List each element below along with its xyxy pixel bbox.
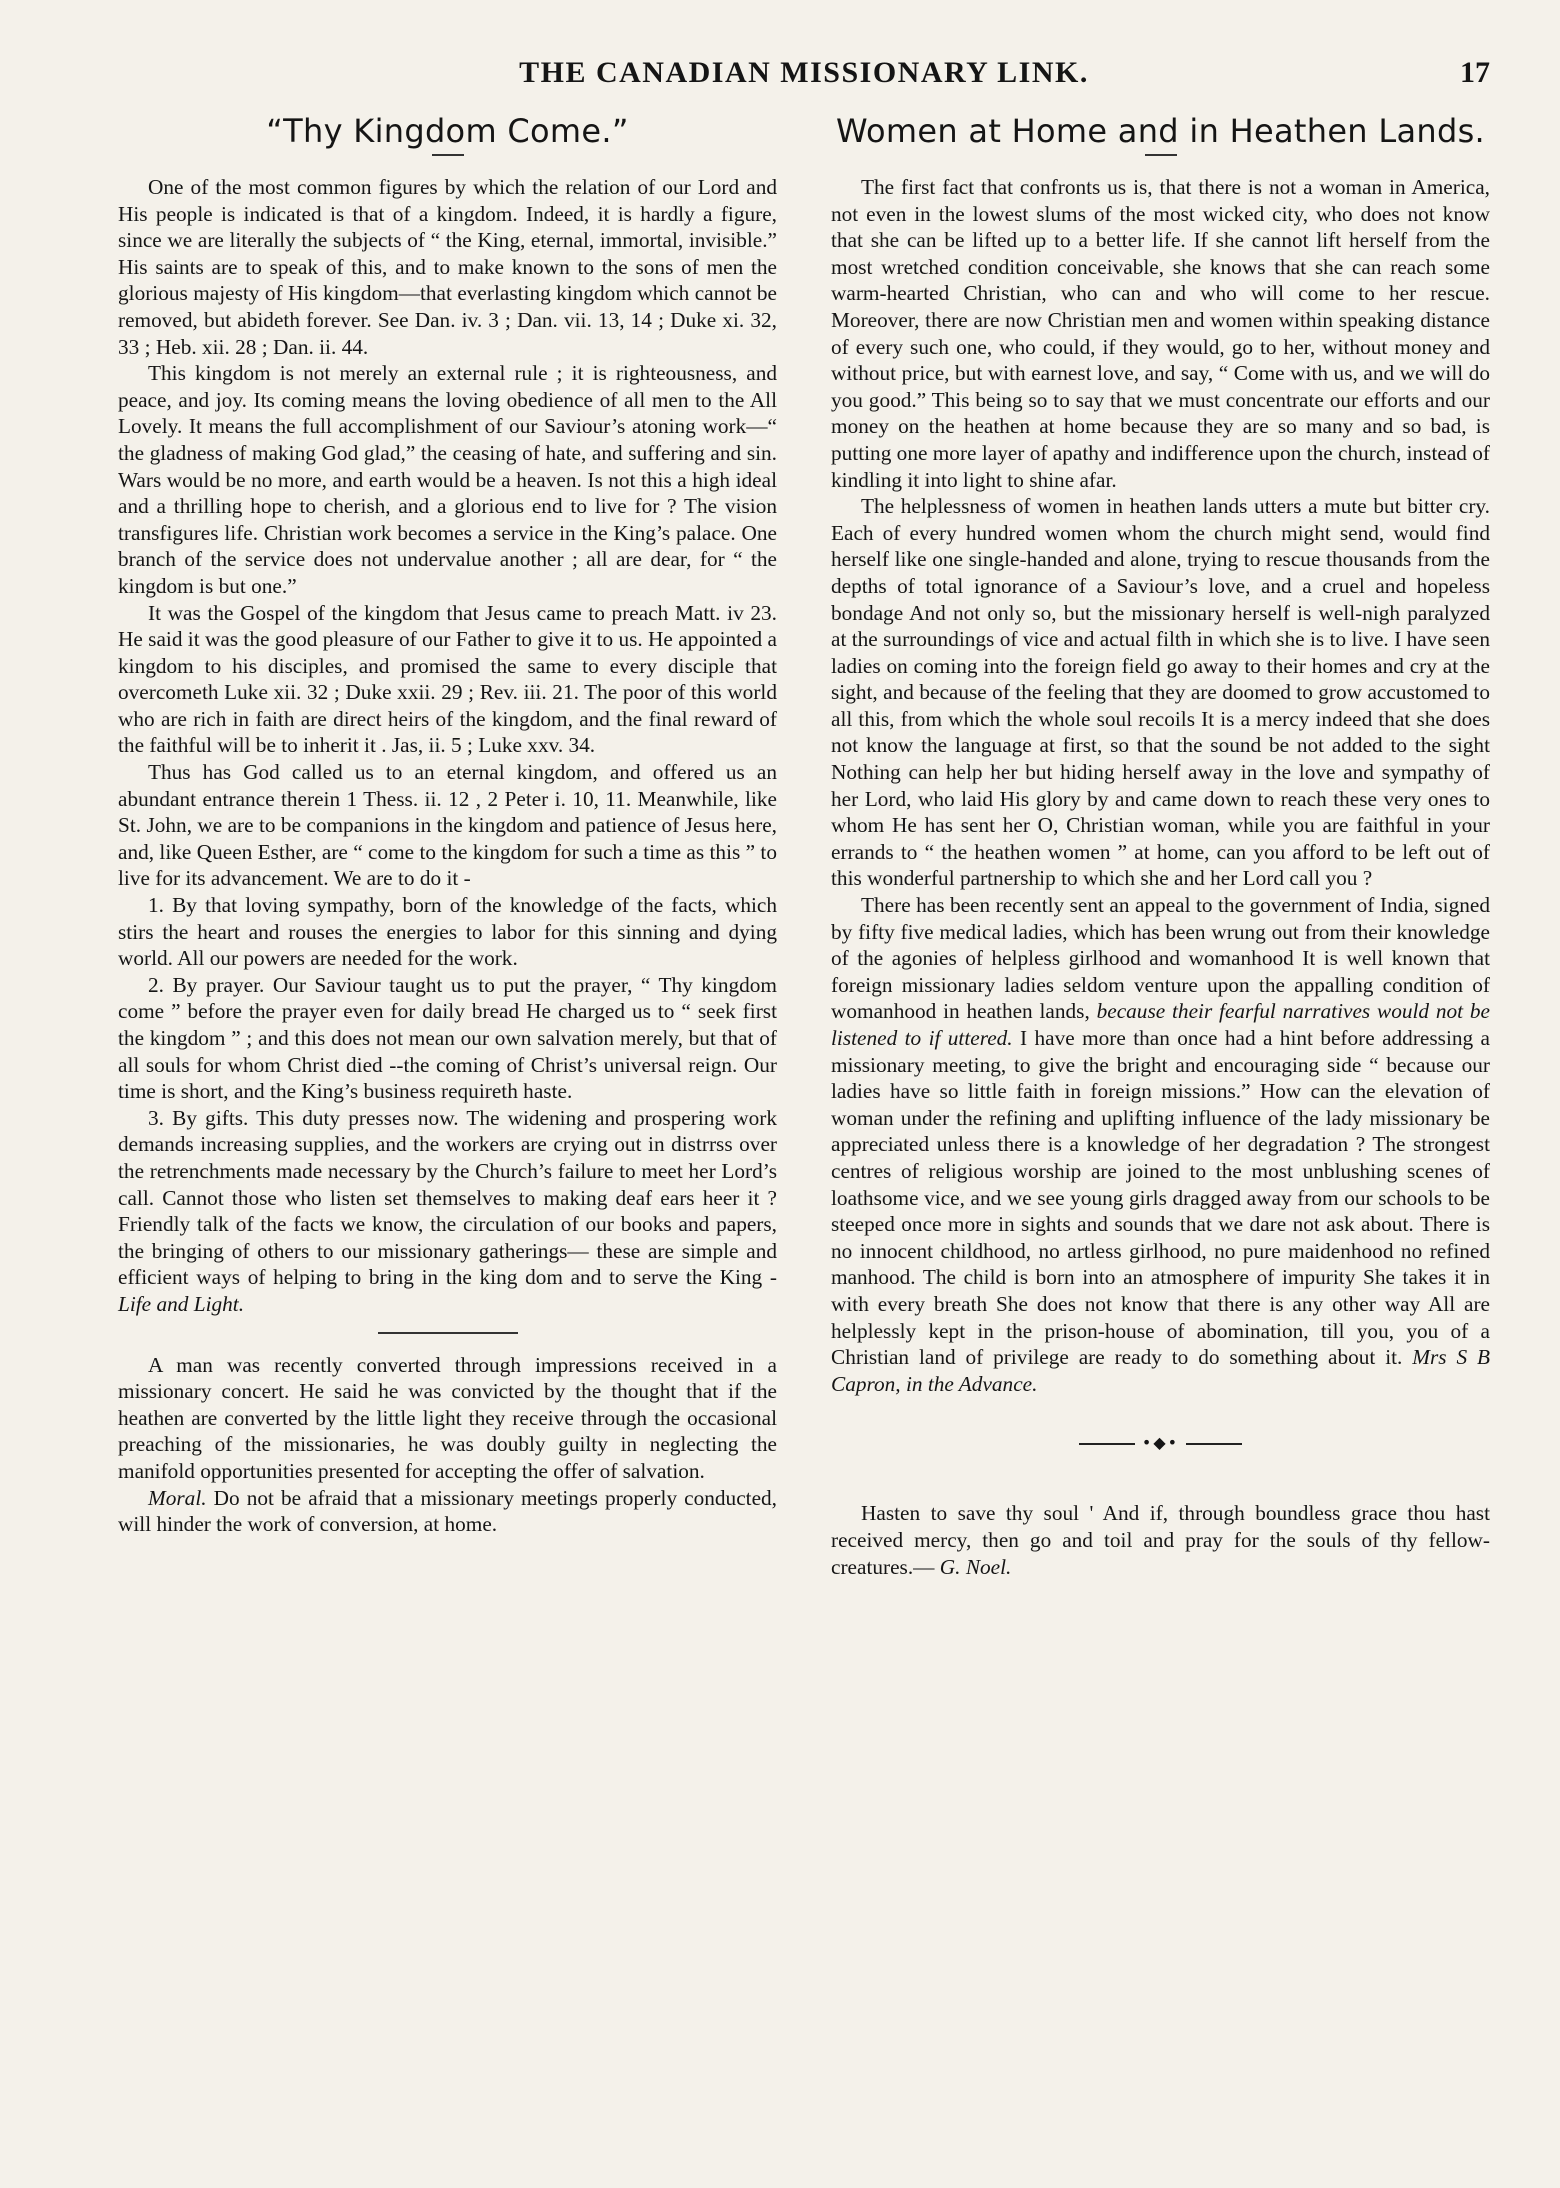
article-signature: - Life and Light. [118,1265,777,1316]
moral-text: Do not be afraid that a missionary meetings properly conducted, will hinder the work of conversion, at home. [118,1485,777,1537]
title-rule [432,154,464,156]
ornament-divider: •◆• [831,1433,1490,1452]
article-paragraph-text: I have more than once had a hint before addressing a missionary meeting, to give the bright and encouraging side “ because our ladies have so little faith in foreign missions.” How can the elevation of woman under the refining and uplifting influence of the lady missionary be appreciated unless there is a knowledge of her degradation ? The strongest centres of religious worship are joined to the most unblushing scenes of loathsome vice, and we see young girls dragged away from our schools to be steeped once more in sights and sounds that we dare not ask about. There is no innocent childhood, no artless girlhood, no pure maidenhood no refined manhood. The child is born into an atmosphere of impurity She takes it in with every breath She does not know that there is any other way All are helplessly kept in the prison-house of abomination, till you, you of a Christian land of privilege are ready to do something about it. [831,1026,1490,1370]
article-paragraph [118,1105,777,1318]
article-paragraph: One of the most common figures by which the relation of our Lord and His people is indicated is that of a kingdom. Indeed, it is hardly a figure, since we are literally the subjects of “ the King, eternal, immortal, invisible.” His saints are to speak of this, and to make known to the sons of men the glorious majesty of His kingdom—that everlasting kingdom which cannot be removed, but abideth forever. See Dan. iv. 3 ; Dan. vii. 13, 14 ; Duke xi. 32, 33 ; Heb. xii. 28 ; Dan. ii. 44. [118,175,777,359]
right-article-title: Women at Home and in Heathen Lands. [835,112,1486,150]
article-paragraph-text: 3. By gifts. This duty presses now. The widening and prospering work demands increasing supplies, and the workers are crying out in distrrss over the retrenchments made necessary by the Church’s failure to meet her Lord’s call. Cannot those who listen set themselves to making deaf ears heer it ? Friendly talk of the facts we know, the circulation of our books and papers, the bringing of others to our missionary gatherings— these are simple and efficient ways of helping to bring in the king dom and to serve the King [118,1105,777,1290]
right-column [831,104,1490,1580]
left-article-title: “Thy Kingdom Come.” [266,112,629,150]
article-signature: Mrs S B Capron, in the Advance. [831,1345,1491,1396]
article-paragraph [831,892,1490,1397]
section-divider [378,1332,518,1334]
article-paragraph: The first fact that confronts us is, that there is not a woman in America, not even in the lowest slums of the most wicked city, who does not know that she can be lifted up to a better life. If she cannot lift herself from the most wretched condition conceivable, she knows that she can reach some warm-hearted Christian, who can and who will come to her rescue. Moreover, there are now Christian men and women within speaking distance of every such one, who could, if they would, go to her, without money and without price, but with earnest love, and say, “ Come with us, and we will do you good.” This being so to say that we must concentrate our efforts and our money on the heathen at home because they are so many and so bad, is putting one more layer of apathy and indifference upon the church, instead of kindling it into light to shine afar. [831,175,1490,492]
moral-paragraph [118,1485,777,1538]
article-paragraph: It was the Gospel of the kingdom that Jesus came to preach Matt. iv 23. He said it was the good pleasure of our Father to give it to us. He appointed a kingdom to his disciples, and promised the same to every disciple that overcometh Luke xii. 32 ; Duke xxii. 29 ; Rev. iii. 21. The poor of this world who are rich in faith are direct heirs of the kingdom, and the final reward of the faithful will be to inherit it . Jas, ii. 5 ; Luke xxv. 34. [118,600,777,758]
article-paragraph: 1. By that loving sympathy, born of the knowledge of the facts, which stirs the heart and rouses the energies to labor for this sinning and dying world. All our powers are needed for the work. [118,893,777,971]
running-title: THE CANADIAN MISSIONARY LINK. [519,56,1089,89]
title-rule [1145,154,1177,156]
article-paragraph: This kingdom is not merely an external rule ; it is righteousness, and peace, and joy. Its coming means the loving obedience of all men to the All Lovely. It means the full accomplishment of our Saviour’s atoning work—“ the gladness of making God glad,” the ceasing of hate, and suffering and sin. Wars would be no more, and earth would be a heaven. Is not this a high ideal and a thrilling hope to cherish, and a glorious end to live for ? The vision transfigures life. Christian work becomes a service in the King’s palace. One branch of the service does not undervalue another ; all are dear, for “ the kingdom is but one.” [118,361,777,598]
closing-signature: G. Noel. [939,1554,1012,1579]
article-paragraph-text: There has been recently sent an appeal to the government of India, signed by fifty five medical ladies, which has been wrung out from their knowledge of the agonies of helpless girlhood and womanhood It is well known that foreign missionary ladies seldom venture upon the appalling condition of womanhood in heathen lands, [831,893,1490,1024]
closing-text: Hasten to save thy soul ' And if, through boundless grace thou hast received mercy, then go and toil and pray for the souls of thy fellow-creatures.— [831,1501,1490,1579]
article-paragraph: Thus has God called us to an eternal kingdom, and offered us an abundant entrance therein 1 Thess. ii. 12 , 2 Peter i. 10, 11. Meanwhile, like St. John, we are to be companions in the kingdom and patience of Jesus here, and, like Queen Esther, are “ come to the kingdom for such a time as this ” to live for its advancement. We are to do it - [118,760,777,891]
masthead [118,40,1490,94]
article-paragraph: A man was recently converted through impressions received in a missionary concert. He said he was convicted by the thought that if the heathen are converted by the little light they receive through the occasional preaching of the missionaries, he was doubly guilty in neglecting the manifold opportunities presented for accepting the offer of salvation. [118,1352,777,1483]
left-column [118,104,777,1580]
closing-paragraph [831,1500,1490,1580]
article-paragraph: The helplessness of women in heathen lands utters a mute but bitter cry. Each of every hundred women whom the church might send, would find herself like one single-handed and alone, trying to rescue thousands from the depths of total ignorance of a Saviour’s love, and a cruel and hopeless bondage And not only so, but the missionary herself is well-nigh paralyzed at the surroundings of vice and actual filth in which she is to live. I have seen ladies on coming into the foreign field go away to their homes and cry at the sight, and because of the feeling that they are doomed to grow accustomed to all this, from which the whole soul recoils It is a mercy indeed that she does not know the language at first, so that the sound be not added to the sight Nothing can help her but hiding herself away in the love and sympathy of her Lord, who laid His glory by and came down to reach these very ones to whom He has sent her O, Christian woman, while you are faithful in your errands to “ the heathen women ” at home, can you afford to be left out of this wonderful partnership to which she and her Lord call you ? [831,494,1490,891]
moral-label: Moral. [148,1485,207,1510]
article-italic-text: because their fearful narratives would not be listened to if uttered. [831,999,1491,1050]
columns [118,104,1490,1580]
article-paragraph: 2. By prayer. Our Saviour taught us to put the prayer, “ Thy kingdom come ” before the prayer even for daily bread He charged us to “ seek first the kingdom ” ; and this does not mean our own salvation merely, but that of all souls for whom Christ died --the coming of Christ’s universal reign. Our time is short, and the King’s business requireth haste. [118,972,777,1104]
page-number: 17 [1460,56,1490,89]
